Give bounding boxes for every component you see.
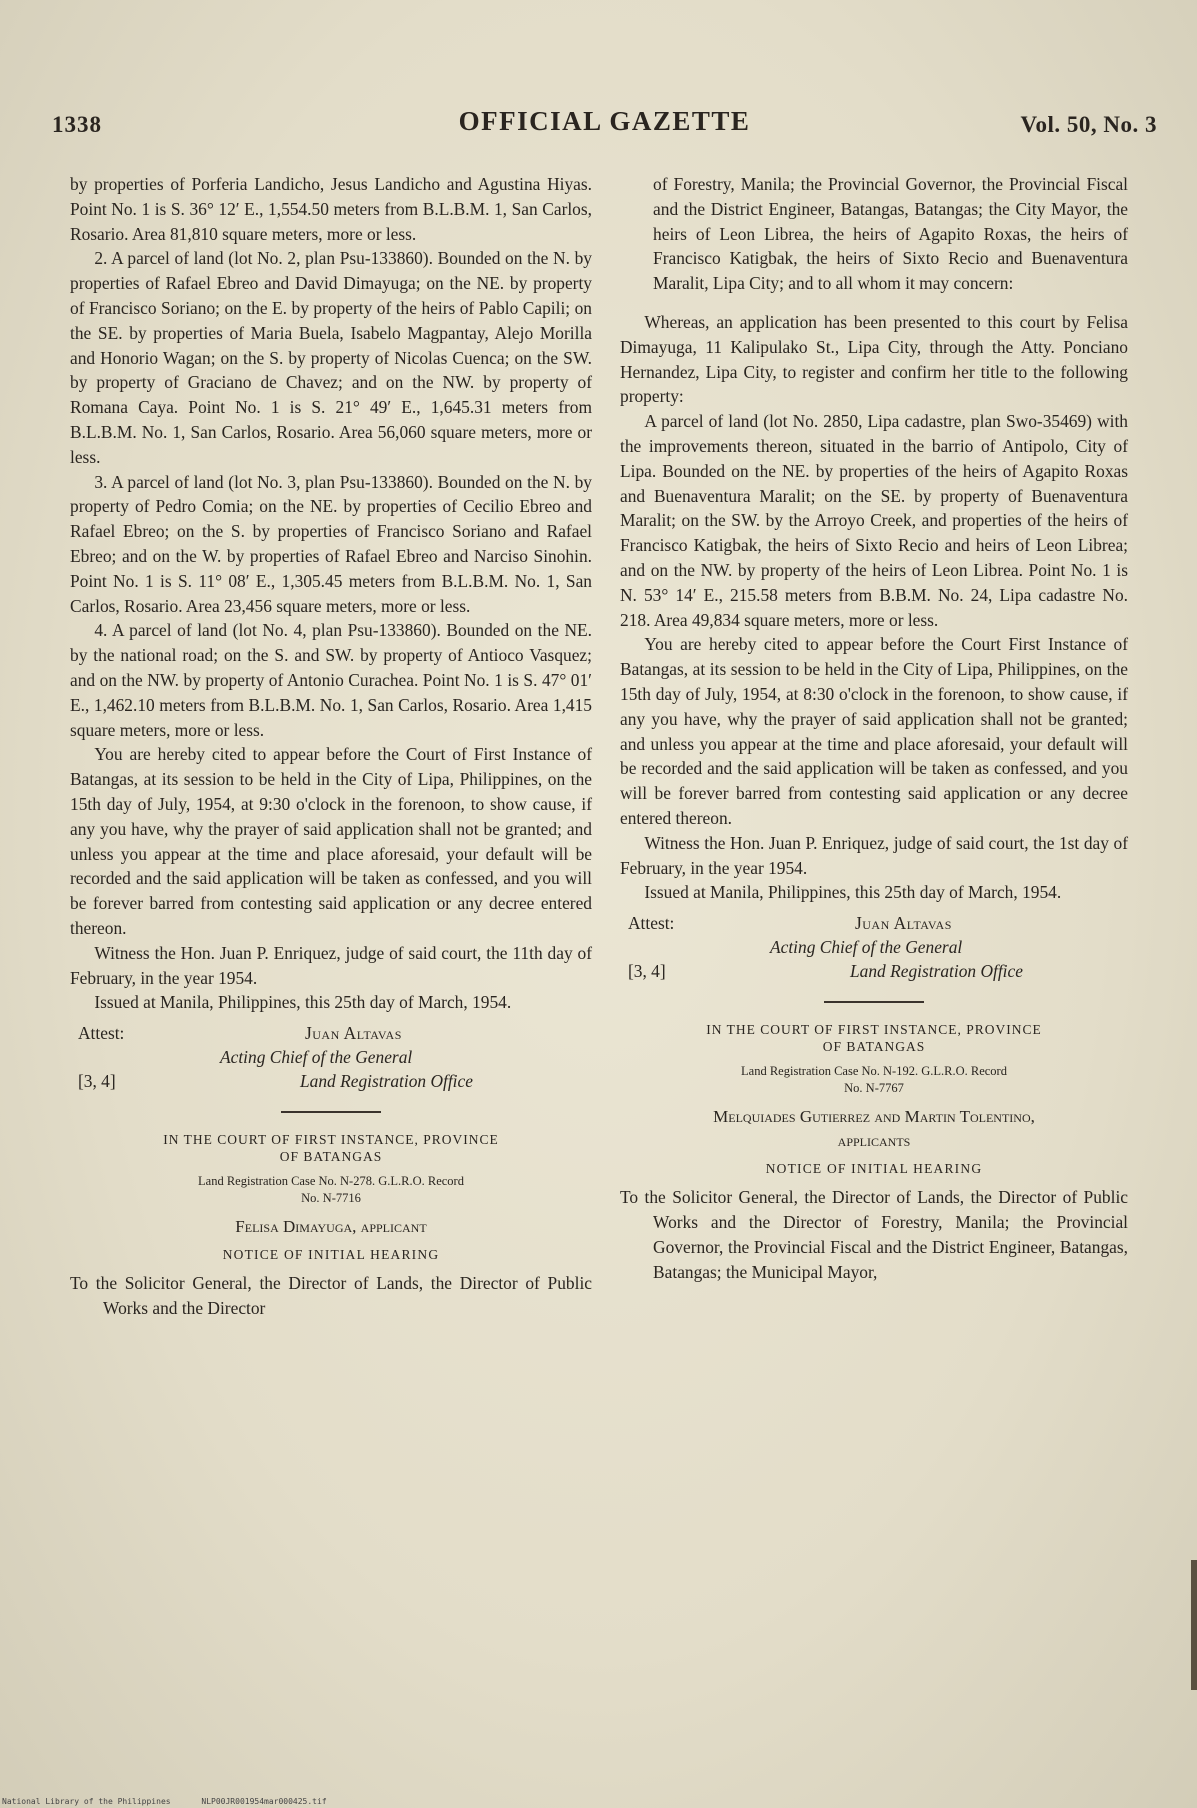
attest-title: Acting Chief of the General [770,937,963,958]
attest-office: Land Registration Office [850,961,1023,982]
court-heading-line: OF BATANGAS [279,1149,383,1165]
court-heading-line: IN THE COURT OF FIRST INSTANCE, PROVINCE [706,1022,1042,1038]
court-heading-line: IN THE COURT OF FIRST INSTANCE, PROVINCE [163,1132,499,1148]
applicant-name: Felisa Dimayuga, applicant [235,1217,427,1237]
court-heading [70,1131,592,1165]
court-heading-line: OF BATANGAS [822,1039,926,1055]
paragraph: 3. A parcel of land (lot No. 3, plan Psu-133860). Bounded on the N. by property of Pedro Comia; on the NE. by properties of Cecilio Ebreo and Rafael Ebreo; on the S. by properties of Francisco Soriano and Rafael Ebreo; and on the W. by properties of Rafael Ebreo and Narciso Sinohin. Point No. 1 is S. 11° 08′ E., 1,305.45 meters from B.L.B.M. No. 1, San Carlos, Rosario. Area 23,456 square meters, more or less. [70,471,592,616]
divider [824,1001,924,1003]
left-column [70,172,592,1321]
case-number [70,1173,592,1207]
issue-reference: [3, 4] [628,961,666,982]
attest-title: Acting Chief of the General [220,1047,413,1068]
case-number [620,1063,1128,1097]
paragraph: Issued at Manila, Philippines, this 25th day of March, 1954. [94,992,512,1013]
file-name: NLP00JR001954mar000425.tif [201,1797,327,1806]
paragraph: Issued at Manila, Philippines, this 25th day of March, 1954. [644,882,1062,903]
case-line: Land Registration Case No. N-278. G.L.R.O. Record [198,1174,464,1189]
case-line: Land Registration Case No. N-192. G.L.R.O. Record [741,1064,1007,1079]
attestation [620,911,1128,985]
paragraph: by properties of Porferia Landicho, Jesus Landicho and Agustina Hiyas. Point No. 1 is S. 36° 12′ E., 1,554.50 meters from B.L.B.M. 1, San Carlos, Rosario. Area 81,810 square meters, more or less. [70,174,592,244]
attestation [70,1021,592,1095]
notice-title: NOTICE OF INITIAL HEARING [222,1247,440,1263]
divider [281,1111,381,1113]
addressees: To the Solicitor General, the Director of Lands, the Director of Public Works and the Director [70,1273,592,1318]
volume-number: Vol. 50, No. 3 [1020,112,1157,137]
page-header [52,102,1157,142]
paragraph: You are hereby cited to appear before the Court First Instance of Batangas, at its session to be held in the City of Lipa, Philippines, on the 15th day of July, 1954, at 8:30 o'clock in the forenoon, to show cause, if any you have, why the prayer of said application shall not be granted; and unless you appear at the time and place aforesaid, your default will be recorded and the said application will be taken as confessed, and you will be forever barred from contesting said application or any decree entered thereon. [620,634,1128,828]
paragraph: 2. A parcel of land (lot No. 2, plan Psu-133860). Bounded on the N. by properties of Rafael Ebreo and David Dimayuga; on the NE. by property of Francisco Soriano; on the E. by property of the heirs of Pablo Capili; on the SE. by properties of Maria Buela, Isabelo Magpantay, Alejo Morilla and Honorio Wagan; on the S. by property of Nicolas Cuenca; on the SW. by property of Graciano de Chavez; and on the NW. by property of Romana Caya. Point No. 1 is S. 21° 49′ E., 1,645.31 meters from B.L.B.M. No. 1, San Carlos, Rosario. Area 56,060 square meters, more or less. [70,248,592,467]
issue-reference: [3, 4] [78,1071,116,1092]
applicants-line: applicants [837,1131,911,1151]
attest-label: Attest: [78,1023,125,1044]
page-number: 1338 [52,112,102,137]
attest-name: Juan Altavas [855,913,952,934]
attest-label: Attest: [628,913,675,934]
applicants-line: Melquiades Gutierrez and Martin Tolentino, [713,1107,1035,1127]
paragraph: Whereas, an application has been presented to this court by Felisa Dimayuga, 11 Kalipulako St., Lipa City, through the Atty. Ponciano Hernandez, Lipa City, to register and confirm her title to the following property: [620,311,1128,407]
addressees-continued: of Forestry, Manila; the Provincial Governor, the Provincial Fiscal and the District Engineer, Batangas, Batangas; the City Mayor, the heirs of Leon Librea, the heirs of Agapito Roxas, the heirs of Francisco Katigbak, the heirs of Sixto Recio and Buenaventura Maralit, Lipa City; and to all whom it may concern: [653,174,1128,294]
addressees: To the Solicitor General, the Director of Lands, the Director of Public Works and the Director of Forestry, Manila; the Provincial Governor, the Provincial Fiscal and the District Engineer, Batangas, Batangas; the Municipal Mayor, [620,1187,1128,1282]
paragraph: Witness the Hon. Juan P. Enriquez, judge of said court, the 1st day of February, in the year 1954. [620,832,1128,878]
library-credit: National Library of the Philippines [2,1797,171,1806]
right-column [620,172,1128,1284]
spacer [620,296,1128,310]
paragraph: 4. A parcel of land (lot No. 4, plan Psu-133860). Bounded on the NE. by the national road; on the S. and SW. by property of Antioco Vasquez; and on the NW. by property of Antonio Curachea. Point No. 1 is S. 47° 01′ E., 1,462.10 meters from B.L.B.M. No. 1, San Carlos, Rosario. Area 1,415 square meters, more or less. [70,620,592,740]
paragraph: You are hereby cited to appear before the Court of First Instance of Batangas, at its session to be held in the City of Lipa, Philippines, on the 15th day of July, 1954, at 9:30 o'clock in the forenoon, to show cause, if any you have, why the prayer of said application shall not be granted; and unless you appear at the time and place aforesaid, your default will be recorded and the said application will be taken as confessed, and you will be forever barred from contesting said application or any decree entered thereon. [70,744,592,938]
applicants-names [620,1105,1128,1153]
court-heading [620,1021,1128,1055]
case-line: No. N-7767 [844,1081,904,1096]
notice-title: NOTICE OF INITIAL HEARING [765,1161,983,1177]
case-line: No. N-7716 [301,1191,361,1206]
page-edge-shadow [1191,1560,1197,1690]
paragraph: A parcel of land (lot No. 2850, Lipa cadastre, plan Swo-35469) with the improvements thereon, situated in the barrio of Antipolo, City of Lipa. Bounded on the NE. by properties of the heirs of Agapito Roxas and Buenaventura Maralit; on the SE. by property of Buenaventura Maralit; on the SW. by the Arroyo Creek, and properties of the heirs of Francisco Katigbak, the heirs of Sixto Recio and heirs of Leon Librea; and on the NW. by property of the heirs of Leon Librea. Point No. 1 is N. 53° 14′ E., 215.58 meters from B.B.M. No. 24, Lipa cadastre No. 218. Area 49,834 square meters, more or less. [620,411,1128,630]
scan-footer [2,1797,353,1806]
publication-title: OFFICIAL GAZETTE [458,106,751,136]
paragraph: Witness the Hon. Juan P. Enriquez, judge of said court, the 11th day of February, in the year 1954. [70,942,592,988]
attest-name: Juan Altavas [305,1023,402,1044]
attest-office: Land Registration Office [300,1071,473,1092]
